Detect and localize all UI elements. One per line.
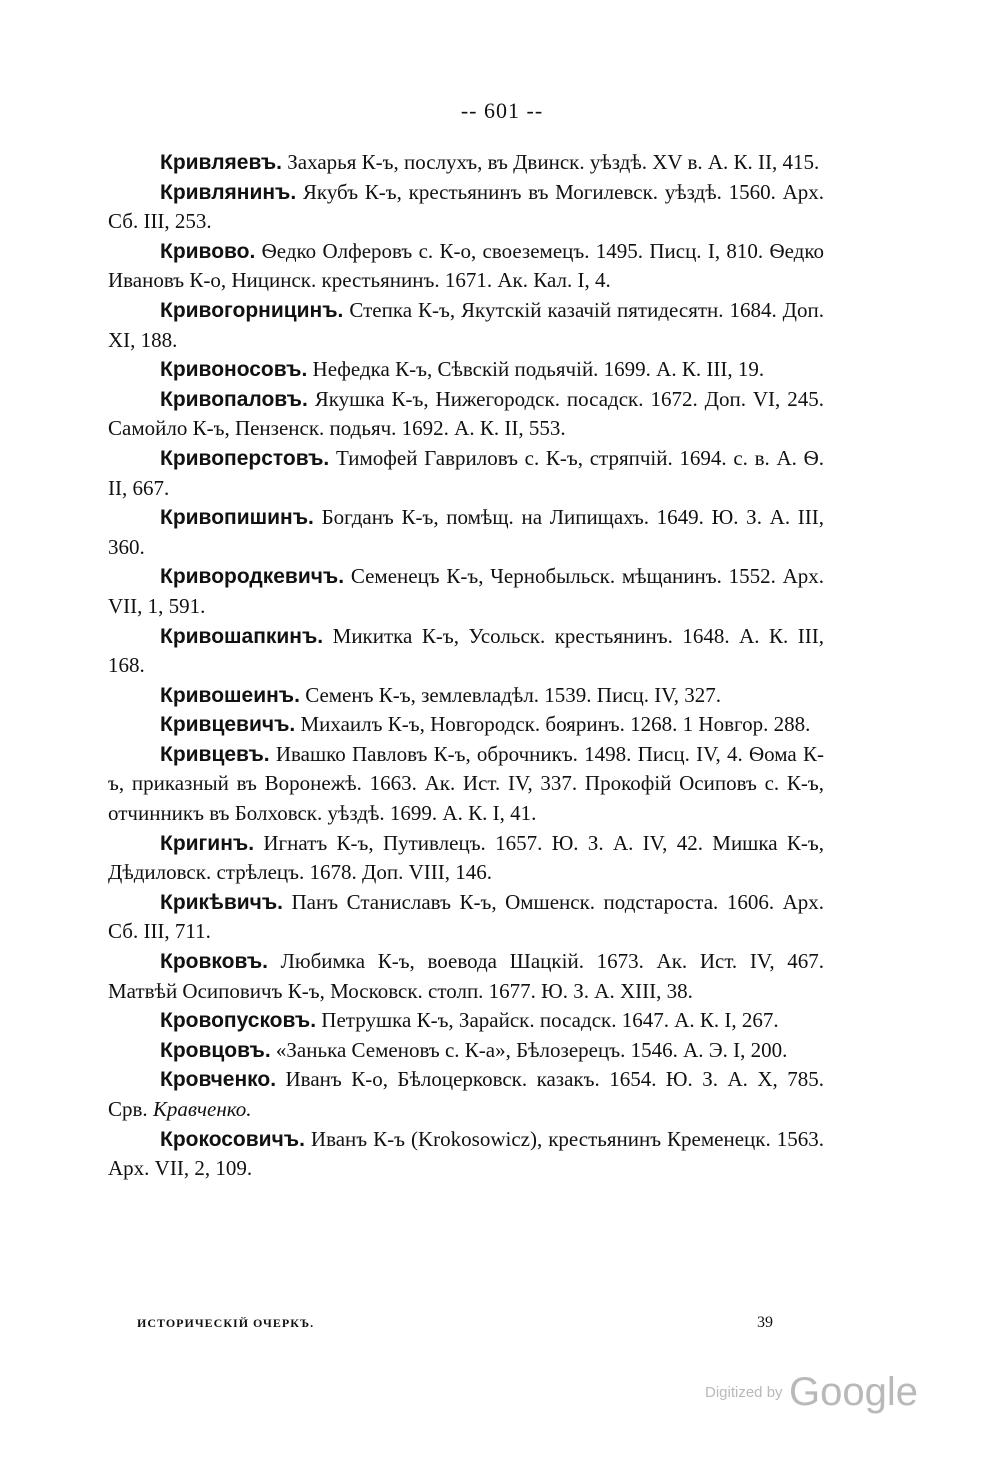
entry bbox=[108, 1006, 824, 1036]
entry-headword: Кривово. bbox=[160, 239, 256, 263]
entry-text: Иванъ К-ъ (Krokosowicz), крестьянинъ Кременецк. 1563. Арх. VII, 2, 109. bbox=[108, 1126, 824, 1181]
entry bbox=[108, 947, 824, 1006]
entry-headword: Кривляевъ. bbox=[160, 151, 282, 174]
entry-text: Тимофей Гавриловъ с. К-ъ, стряпчій. 1694. с. в. А. Ѳ. II, 667. bbox=[108, 445, 824, 500]
entry-text: Семенъ К-ъ, землевладѣл. 1539. Писц. IV, 327. bbox=[299, 682, 721, 707]
entry bbox=[108, 1036, 824, 1066]
entry-text: Михаилъ К-ъ, Новгородск. бояринъ. 1268. 1 Новгор. 288. bbox=[295, 712, 811, 737]
entry bbox=[108, 681, 824, 711]
entry-headword: Кривопишинъ. bbox=[160, 506, 314, 530]
entry-headword: Кривошапкинъ. bbox=[160, 624, 324, 648]
entry bbox=[108, 740, 824, 829]
entry bbox=[108, 888, 824, 947]
entry bbox=[108, 355, 824, 385]
entry-headword: Кровопусковъ. bbox=[160, 1009, 317, 1033]
entry-text: Любимка К-ъ, воевода Шацкій. 1673. Ак. Ист. IV, 467. Матвѣй Осиповичъ К-ъ, Московск. столп. 1677. Ю. З. А. XIII, 38. bbox=[108, 949, 824, 1003]
entry bbox=[108, 178, 824, 237]
entry bbox=[108, 1065, 824, 1124]
entry bbox=[108, 237, 824, 296]
entry-headword: Кровковъ. bbox=[160, 950, 268, 974]
entry-text: Якубъ К-ъ, крестьянинъ въ Могилевск. уѣздѣ. 1560. Арх. Сб. III, 253. bbox=[108, 179, 824, 234]
entry-text: Якушка К-ъ, Нижегородск. посадск. 1672. Доп. VI, 245. Самойло К-ъ, Пензенск. подьяч. 1692. А. К. II, 553. bbox=[108, 386, 824, 441]
entry bbox=[108, 444, 824, 503]
footer-running-title: ИСТОРИЧЕСКІЙ ОЧЕРКЪ. bbox=[137, 1316, 315, 1330]
entry bbox=[108, 503, 824, 562]
watermark-prefix: Digitized by bbox=[705, 1384, 783, 1401]
entry bbox=[108, 148, 824, 178]
entry-headword: Кривоперстовъ. bbox=[160, 446, 330, 470]
page-number: -- 601 -- bbox=[460, 98, 544, 123]
entry bbox=[108, 1125, 824, 1184]
entry-headword: Кривопаловъ. bbox=[160, 387, 308, 411]
entry-headword: Кровцовъ. bbox=[160, 1038, 271, 1062]
entry-text: Ѳедко Олферовъ с. К-о, своеземецъ. 1495. Писц. I, 810. Ѳедко Ивановъ К-о, Ницинск. крестьянинъ. 1671. Ак. Кал. I, 4. bbox=[108, 238, 824, 293]
entry-headword: Кровченко. bbox=[160, 1068, 277, 1092]
entry bbox=[108, 829, 824, 888]
entry-headword: Кривлянинъ. bbox=[160, 180, 297, 204]
entries-list bbox=[108, 148, 824, 1184]
entry-headword: Кривогорницинъ. bbox=[160, 298, 344, 322]
entry-headword: Кривцевичъ. bbox=[160, 713, 296, 737]
entry-text: Ивашко Павловъ К-ъ, оброчникъ. 1498. Писц. IV, 4. Ѳома К-ъ, приказный въ Воронежѣ. 1663. Ак. Ист. IV, 337. Прокофій Осиповъ с. К-ъ, отчинникъ въ Болховск. уѣздѣ. 1699. А. К. I, 41. bbox=[108, 741, 824, 826]
entry-headword: Кригинъ. bbox=[160, 831, 255, 855]
entry-text: Микитка К-ъ, Усольск. крестьянинъ. 1648. А. К. III, 168. bbox=[108, 623, 824, 678]
entry-headword: Кривородкевичъ. bbox=[160, 565, 345, 589]
entry-text: Богданъ К-ъ, помѣщ. на Липищахъ. 1649. Ю. З. А. III, 360. bbox=[108, 505, 824, 559]
entry-text: Панъ Станиславъ К-ъ, Омшенск. подстароста. 1606. Арх. Сб. III, 711. bbox=[108, 889, 824, 944]
entry-text: Петрушка К-ъ, Зарайск. посадск. 1647. А. К. I, 267. bbox=[316, 1008, 779, 1033]
entry-headword: Крикѣвичъ. bbox=[160, 890, 283, 914]
watermark-brand: Google bbox=[789, 1370, 918, 1414]
entry-text: Захарья К-ъ, послухъ, въ Двинск. уѣздѣ. XV в. А. К. II, 415. bbox=[282, 150, 820, 174]
entry-text: «Занька Семеновъ с. К-а», Бѣлозерецъ. 1546. А. Э. I, 200. bbox=[270, 1037, 788, 1062]
entry-text: Семенецъ К-ъ, Чернобыльск. мѣщанинъ. 1552. Арх. VII, 1, 591. bbox=[108, 564, 824, 618]
entry-headword: Кривцевъ. bbox=[160, 742, 270, 766]
entry-text: Иванъ К-о, Бѣлоцерковск. казакъ. 1654. Ю. З. А. X, 785. Срв. bbox=[108, 1067, 824, 1121]
entry-text: Нефедка К-ъ, Сѣвскій подьячій. 1699. А. К. III, 19. bbox=[307, 357, 765, 382]
entry bbox=[108, 710, 824, 740]
entry bbox=[108, 296, 824, 355]
entry-headword: Кривошеинъ. bbox=[160, 683, 300, 707]
entry-headword: Кривоносовъ. bbox=[160, 358, 308, 382]
entry bbox=[108, 622, 824, 681]
footer-signature-number: 39 bbox=[757, 1314, 773, 1331]
entry-headword: Крокосовичъ. bbox=[160, 1127, 305, 1151]
entry-text: Степка К-ъ, Якутскій казачій пятидесятн. 1684. Доп. XI, 188. bbox=[108, 297, 824, 352]
entry bbox=[108, 385, 824, 444]
digitization-watermark bbox=[705, 1370, 918, 1415]
cross-reference: Кравченко. bbox=[152, 1097, 252, 1121]
entry bbox=[108, 562, 824, 621]
entry-text: Игнатъ К-ъ, Путивлецъ. 1657. Ю. З. А. IV, 42. Мишка К-ъ, Дѣдиловск. стрѣлецъ. 1678. Доп. VIII, 146. bbox=[108, 830, 824, 885]
